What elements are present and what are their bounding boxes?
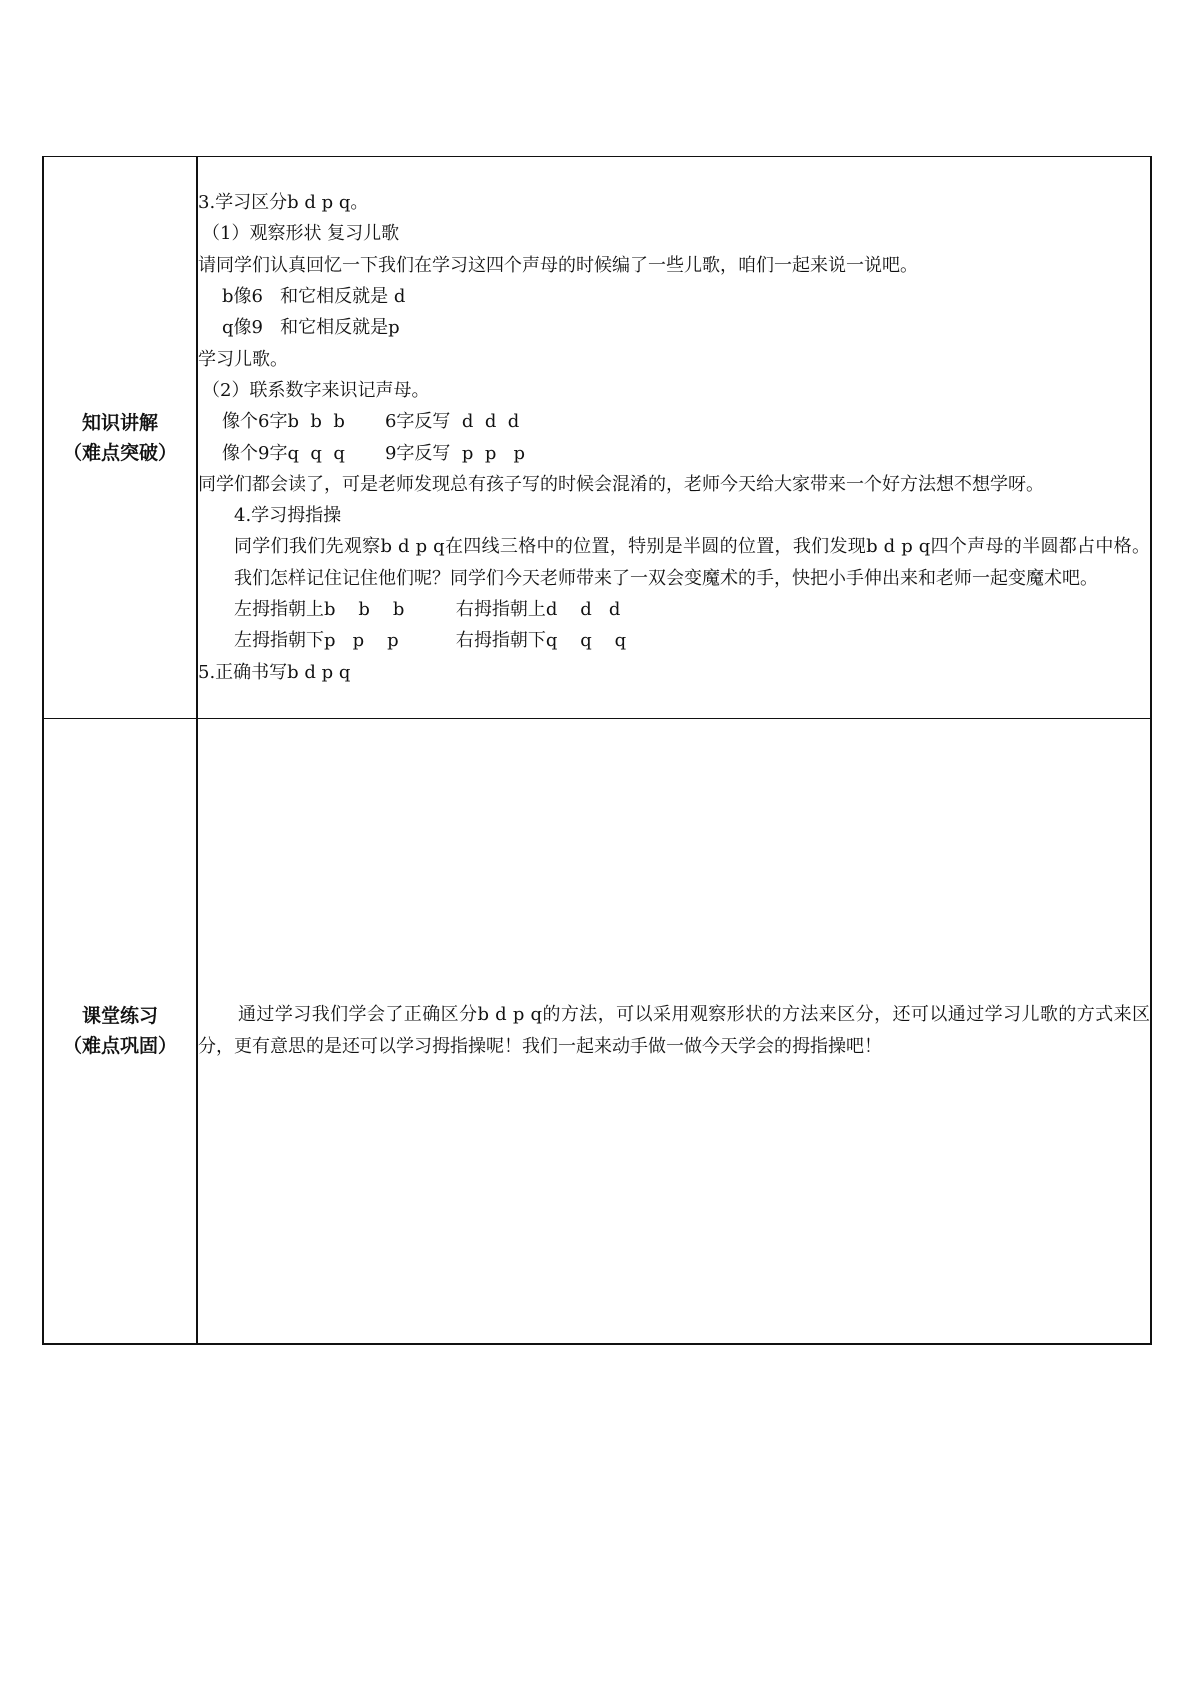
text-paragraph: 同学们都会读了，可是老师发现总有孩子写的时候会混淆的，老师今天给大家带来一个好方法想不想学呀。 <box>198 473 1044 495</box>
label-subtitle: （难点突破） <box>62 441 177 464</box>
thumb-up-line: 左拇指朝上b b b 右拇指朝上d d d <box>234 598 621 620</box>
text-line: 学习儿歌。 <box>198 348 288 370</box>
subheading-numbers: （2）联系数字来识记声母。 <box>202 379 430 401</box>
row-label-practice <box>43 719 197 1344</box>
label-subtitle: （难点巩固） <box>62 1034 177 1057</box>
lesson-plan-table <box>42 156 1152 1345</box>
section-heading-5: 5.正确书写b d p q <box>198 661 351 683</box>
knowledge-content <box>197 157 1151 719</box>
thumb-down-line: 左拇指朝下p p p 右拇指朝下q q q <box>234 630 627 652</box>
number-line-6: 像个6字b b b 6字反写 d d d <box>222 411 520 433</box>
number-line-9: 像个9字q q q 9字反写 p p p <box>222 442 526 464</box>
practice-paragraph: 通过学习我们学会了正确区分b d p q的方法，可以采用观察形状的方法来区分，还可以通过学习儿歌的方式来区分，更有意思的是还可以学习拇指操呢！我们一起来动手做一做今天学会的拇指操吧！ <box>198 1004 1150 1057</box>
table-row-knowledge <box>43 157 1151 719</box>
label-title: 知识讲解 <box>81 411 158 434</box>
subheading-observe-shape: （1）观察形状 复习儿歌 <box>202 223 400 245</box>
row-label-knowledge <box>43 157 197 719</box>
text-paragraph: 同学们我们先观察b d p q在四线三格中的位置，特别是半圆的位置，我们发现b d p q四个声母的半圆都占中格。我们怎样记住记住他们呢？同学们今天老师带来了一双会变魔术的手，快把小手伸出来和老师一起变魔术吧。 <box>234 536 1150 589</box>
section-heading-3: 3.学习区分b d p q。 <box>198 192 369 214</box>
section-heading-4: 4.学习拇指操 <box>234 505 342 527</box>
text-line: 请同学们认真回忆一下我们在学习这四个声母的时候编了一些儿歌，咱们一起来说一说吧。 <box>198 254 918 276</box>
practice-content <box>197 719 1151 1344</box>
table-row-practice <box>43 719 1151 1344</box>
rhyme-line-q: q像9 和它相反就是p <box>222 317 400 339</box>
rhyme-line-b: b像6 和它相反就是 d <box>222 286 406 308</box>
label-title: 课堂练习 <box>81 1004 158 1027</box>
